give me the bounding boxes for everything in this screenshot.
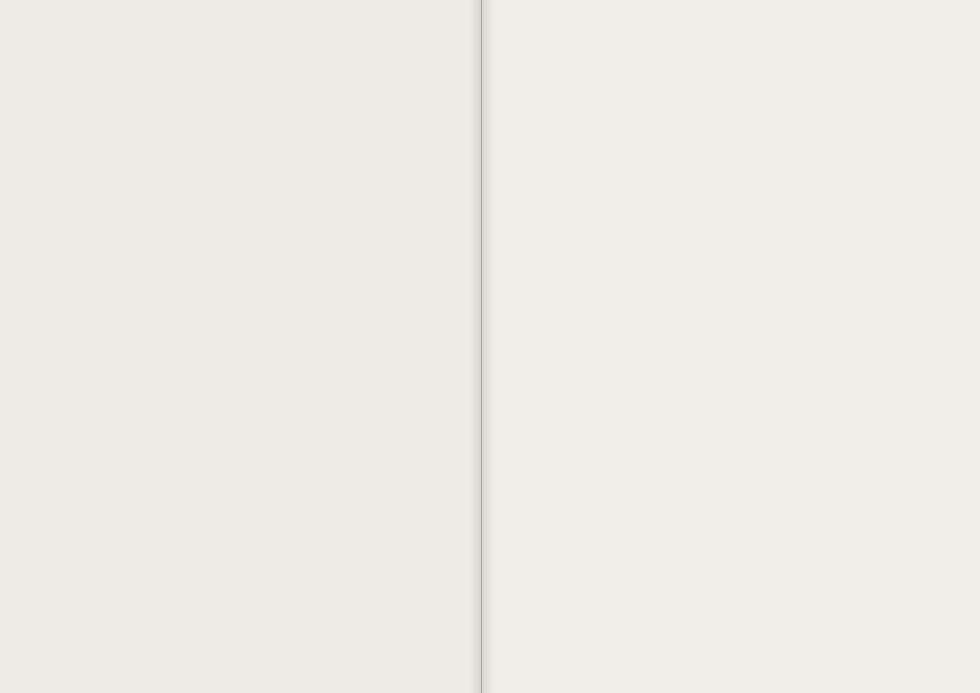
table-heading bbox=[52, 48, 372, 68]
table-col-year bbox=[348, 80, 372, 440]
table-col-male bbox=[324, 80, 348, 440]
right-intro-text bbox=[532, 48, 892, 608]
table-col-total bbox=[276, 80, 300, 440]
population-table bbox=[52, 80, 372, 440]
table-col-female bbox=[300, 80, 324, 440]
right-page bbox=[482, 0, 980, 693]
left-page bbox=[0, 0, 482, 693]
